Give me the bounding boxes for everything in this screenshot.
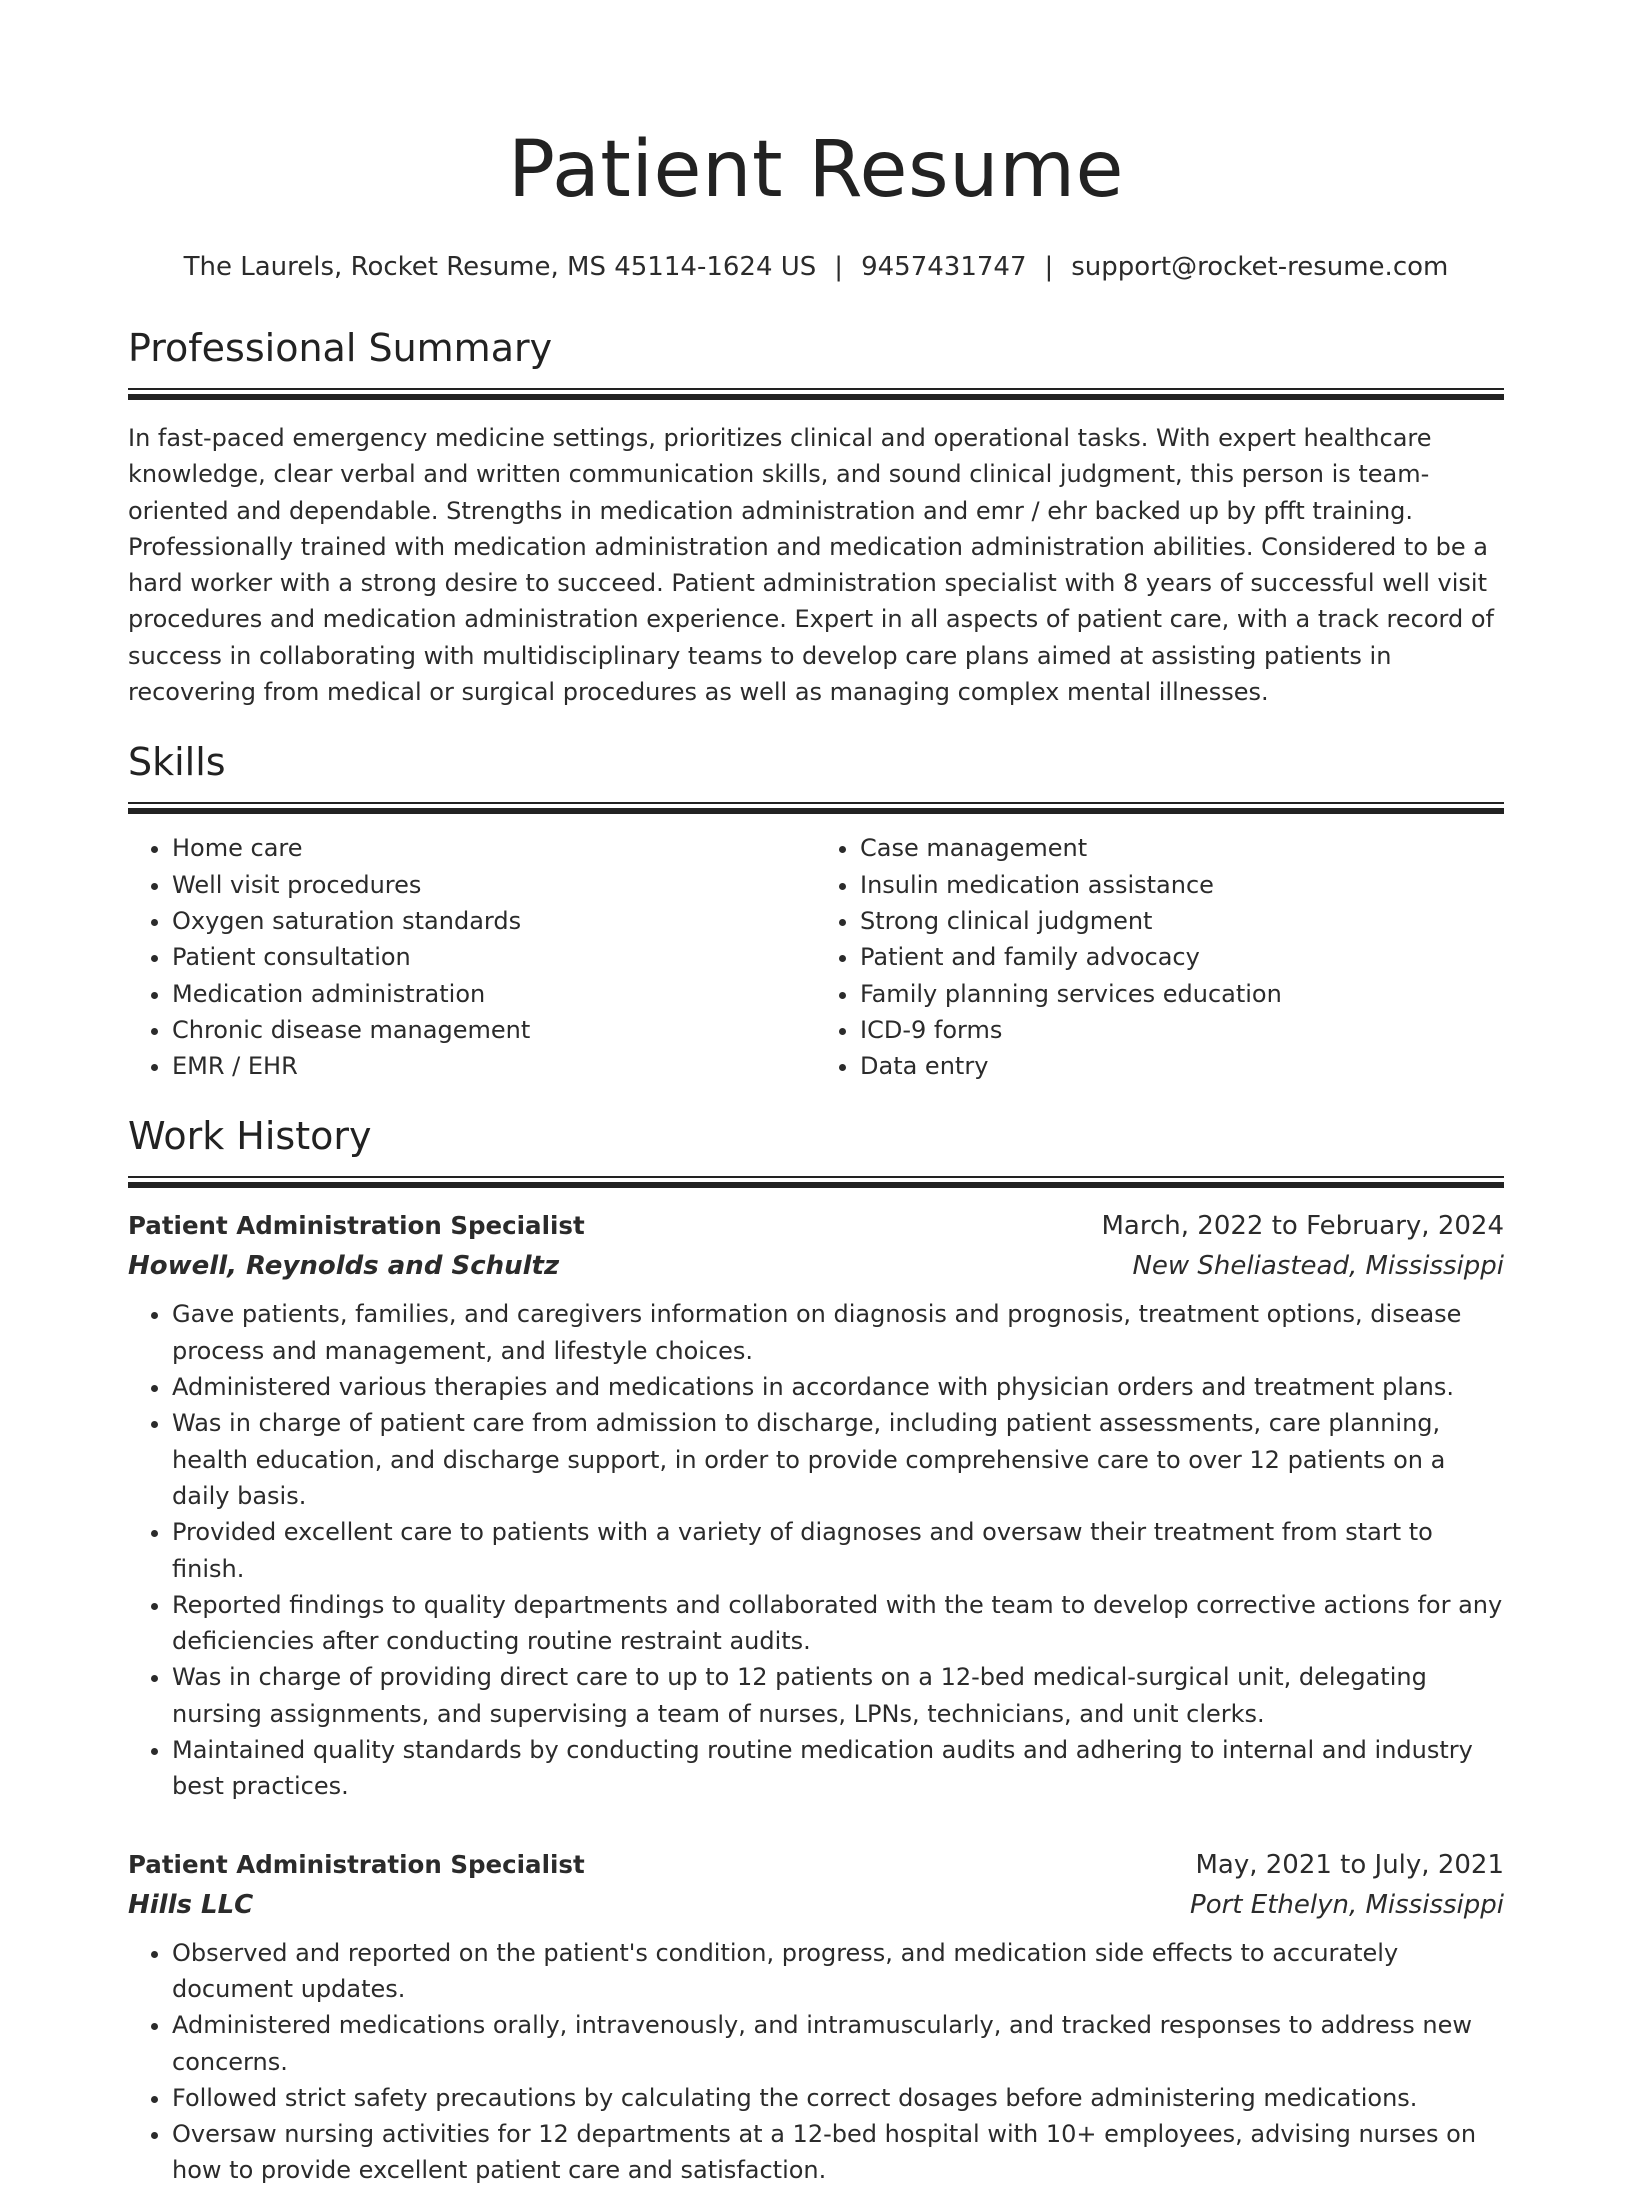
job-bullet: • Administered medications orally, intravenously, and intramuscularly, and tracked responses to address new concerns. [172, 2007, 1504, 2080]
job-bullet: • Provided excellent care to patients with a variety of diagnoses and oversaw their treatment from start to finish. [172, 1514, 1504, 1587]
job-bullets [128, 1296, 1504, 1804]
skills-list-left [128, 830, 816, 1084]
job-company-row [128, 1246, 1504, 1286]
job-bullets [128, 1935, 1504, 2189]
contact-email: support@rocket-resume.com [1071, 252, 1449, 282]
job-bullet: • Observed and reported on the patient's condition, progress, and medication side effects to accurately document updates. [172, 1935, 1504, 2008]
section-divider [128, 388, 1504, 400]
job-bullet: • Administered various therapies and medications in accordance with physician orders and treatment plans. [172, 1369, 1504, 1405]
job-company: Hills LLC [128, 1889, 254, 1920]
job-bullet: • Followed strict safety precautions by calculating the correct dosages before administering medications. [172, 2080, 1504, 2116]
contact-address: The Laurels, Rocket Resume, MS 45114-1624 US [183, 252, 817, 282]
work-heading: Work History [128, 1114, 372, 1159]
skill-item: • Chronic disease management [172, 1012, 816, 1048]
job-location: Port Ethelyn, Mississippi [1190, 1889, 1504, 1920]
section-divider [128, 1176, 1504, 1188]
job-location: New Sheliastead, Mississippi [1132, 1251, 1504, 1282]
job-bullet: • Oversaw nursing activities for 12 departments at a 12-bed hospital with 10+ employees, advising nurses on how to provide excellent patient care and satisfaction. [172, 2116, 1504, 2189]
job-bullet: • Gave patients, families, and caregivers information on diagnosis and prognosis, treatment options, disease process and management, and lifestyle choices. [172, 1296, 1504, 1369]
job-title: Patient Administration Specialist [128, 1211, 585, 1241]
skill-item: • Home care [172, 830, 816, 866]
job-header-row [128, 1845, 1504, 1885]
job-title: Patient Administration Specialist [128, 1849, 585, 1879]
job-company-row [128, 1885, 1504, 1925]
skill-item: • Insulin medication assistance [860, 867, 1504, 903]
skill-item: • Oxygen saturation standards [172, 903, 816, 939]
skills-heading: Skills [128, 740, 226, 785]
job-bullet: • Was in charge of patient care from admission to discharge, including patient assessments, care planning, health education, and discharge support, in order to provide comprehensive care to over 12 patients on a daily basis. [172, 1405, 1504, 1514]
skill-item: • ICD-9 forms [860, 1012, 1504, 1048]
contact-phone: 9457431747 [861, 252, 1027, 282]
job-dates: March, 2022 to February, 2024 [1101, 1211, 1504, 1242]
job-bullet: • Reported findings to quality departments and collaborated with the team to develop corrective actions for any deficiencies after conducting routine restraint audits. [172, 1587, 1504, 1660]
job-entry [128, 1845, 1504, 2189]
skill-item: • EMR / EHR [172, 1048, 816, 1084]
job-header-row [128, 1206, 1504, 1246]
contact-separator: | [834, 252, 844, 282]
job-bullet: • Maintained quality standards by conducting routine medication audits and adhering to internal and industry best practices. [172, 1732, 1504, 1805]
skills-section [128, 736, 1504, 1084]
skill-item: • Family planning services education [860, 976, 1504, 1012]
skill-item: • Strong clinical judgment [860, 903, 1504, 939]
skills-list-right [816, 830, 1504, 1084]
skill-item: • Data entry [860, 1048, 1504, 1084]
skill-item: • Patient consultation [172, 939, 816, 975]
job-dates: May, 2021 to July, 2021 [1195, 1849, 1504, 1880]
job-bullet: • Was in charge of providing direct care to up to 12 patients on a 12-bed medical-surgical unit, delegating nursing assignments, and supervising a team of nurses, LPNs, technicians, and unit clerks. [172, 1659, 1504, 1732]
summary-text: In fast-paced emergency medicine settings, prioritizes clinical and operational tasks. With expert healthcare knowledge, clear verbal and written communication skills, and sound clinical judgment, this person is team-oriented and dependable. Strengths in medication administration and emr / ehr backed up by pfft training. Professionally trained with medication administration and medication administration abilities. Considered to be a hard worker with a strong desire to succeed. Patient administration specialist with 8 years of successful well visit procedures and medication administration experience. Expert in all aspects of patient care, with a track record of success in collaborating with multidisciplinary teams to develop care plans aimed at assisting patients in recovering from medical or surgical procedures as well as managing complex mental illnesses. [128, 424, 1494, 707]
skill-item: • Well visit procedures [172, 867, 816, 903]
work-section [128, 1110, 1504, 2188]
resume-name: Patient Resume [507, 125, 1125, 215]
skill-item: • Patient and family advocacy [860, 939, 1504, 975]
section-divider [128, 802, 1504, 814]
contact-line [128, 250, 1504, 284]
summary-section [128, 322, 1504, 710]
job-entry [128, 1206, 1504, 1804]
summary-heading: Professional Summary [128, 326, 553, 370]
job-company: Howell, Reynolds and Schultz [128, 1251, 560, 1282]
skill-item: • Case management [860, 830, 1504, 866]
skills-columns [128, 830, 1504, 1084]
skill-item: • Medication administration [172, 976, 816, 1012]
contact-separator: | [1044, 252, 1054, 282]
